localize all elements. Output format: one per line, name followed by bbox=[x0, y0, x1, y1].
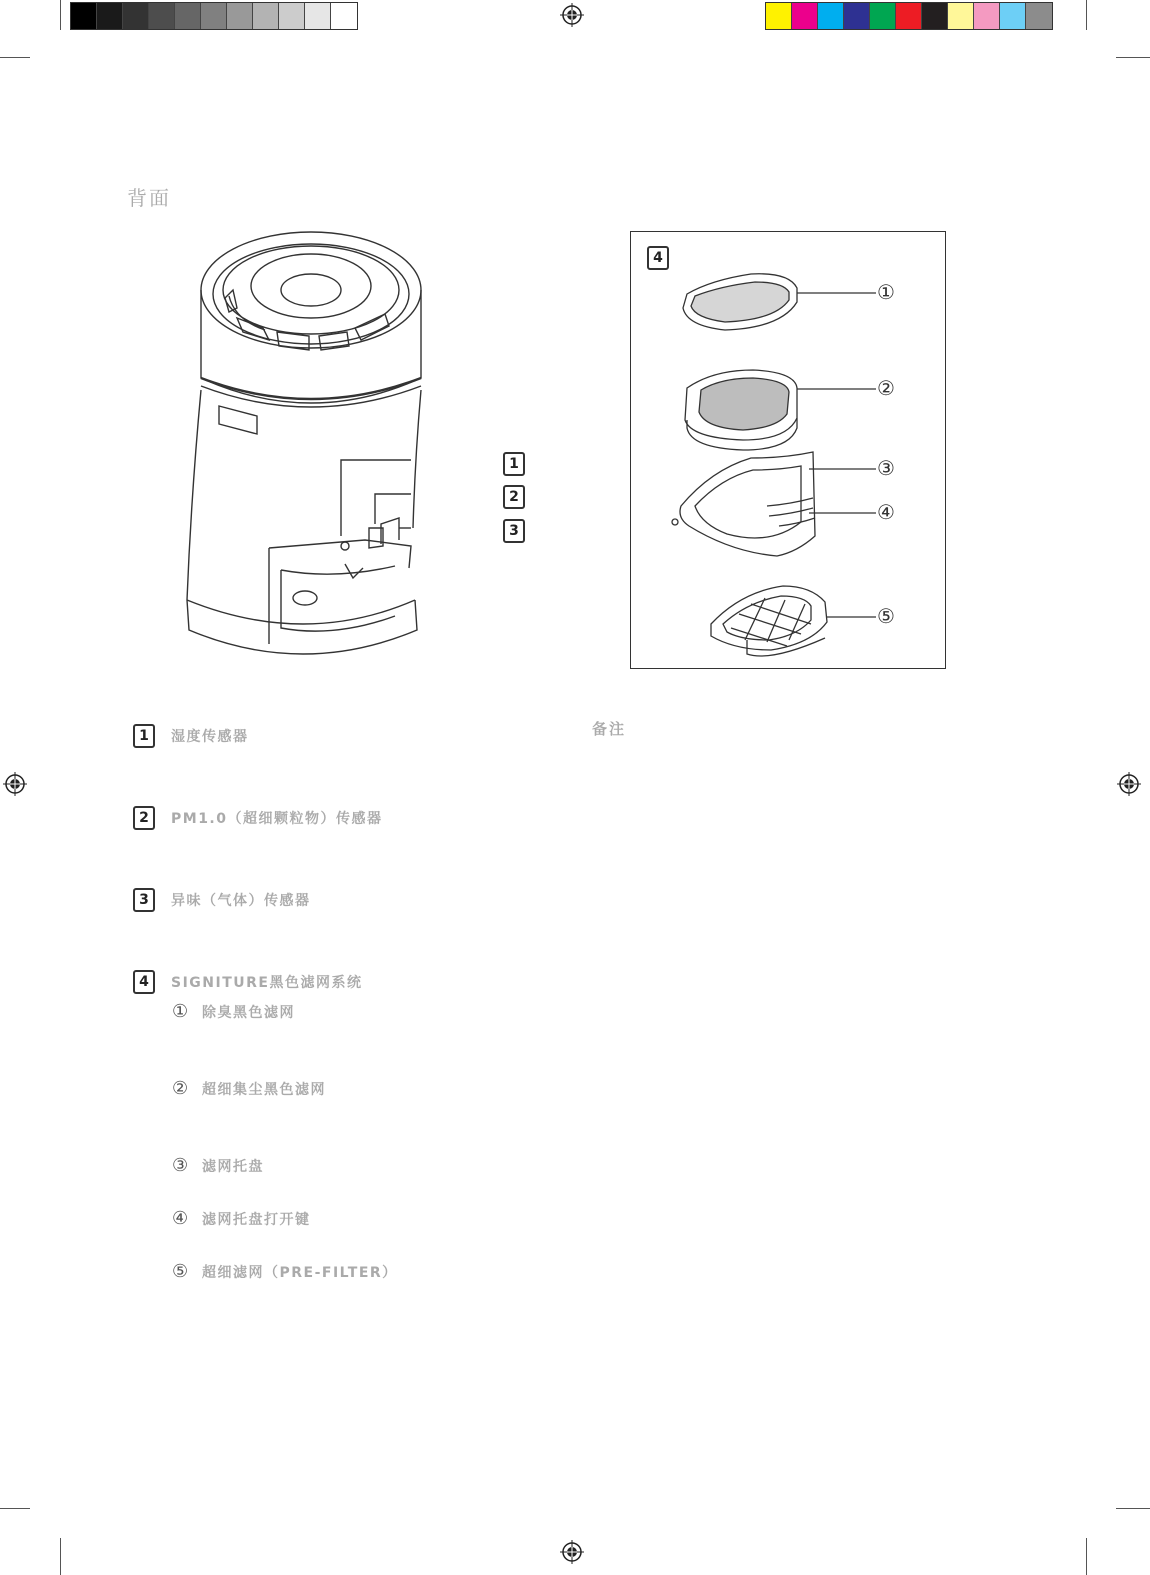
registration-target-icon bbox=[3, 772, 27, 796]
color-swatch bbox=[201, 3, 227, 29]
registration-target-icon bbox=[1117, 772, 1141, 796]
air-purifier-illustration bbox=[185, 228, 535, 678]
grayscale-color-bar bbox=[70, 2, 358, 30]
legend-item-odor bbox=[133, 888, 311, 912]
color-swatch bbox=[331, 3, 357, 29]
leader-lines bbox=[631, 232, 947, 670]
sub-item-number: ④ bbox=[172, 1208, 189, 1229]
panel-callout-3: ③ bbox=[877, 456, 895, 480]
color-swatch bbox=[766, 3, 792, 29]
filter-system-panel bbox=[630, 231, 946, 669]
color-swatch bbox=[844, 3, 870, 29]
sub-item-tray-release-button bbox=[172, 1208, 311, 1229]
callout-badge: 2 bbox=[503, 485, 525, 509]
sub-item-number: ② bbox=[172, 1078, 189, 1099]
color-swatch bbox=[1026, 3, 1052, 29]
panel-callout-1: ① bbox=[877, 280, 895, 304]
color-swatch bbox=[279, 3, 305, 29]
note-heading: 备注 bbox=[592, 720, 627, 738]
color-swatch bbox=[896, 3, 922, 29]
legend-badge: 2 bbox=[133, 806, 155, 830]
crop-mark bbox=[0, 57, 30, 58]
sub-item-deodorizing-filter bbox=[172, 1001, 295, 1022]
device-callout-1 bbox=[503, 452, 525, 476]
color-swatch bbox=[305, 3, 331, 29]
color-swatch bbox=[948, 3, 974, 29]
sub-item-label: 除臭黑色滤网 bbox=[202, 1004, 295, 1021]
crop-mark bbox=[60, 1538, 61, 1575]
crop-mark bbox=[1116, 57, 1150, 58]
callout-badge: 1 bbox=[503, 452, 525, 476]
legend-item-humidity bbox=[133, 724, 249, 748]
sub-item-label: 超细集尘黑色滤网 bbox=[202, 1081, 326, 1098]
sub-item-dust-filter bbox=[172, 1078, 326, 1099]
legend-label: 湿度传感器 bbox=[171, 729, 249, 745]
legend-label: SIGNITURE黑色滤网系统 bbox=[171, 975, 363, 991]
color-swatch bbox=[149, 3, 175, 29]
sub-item-number: ① bbox=[172, 1001, 189, 1022]
crop-mark bbox=[1116, 1508, 1150, 1509]
legend-badge: 1 bbox=[133, 724, 155, 748]
color-swatch bbox=[175, 3, 201, 29]
legend-badge: 4 bbox=[133, 970, 155, 994]
device-callout-3 bbox=[503, 519, 525, 543]
crop-mark bbox=[60, 0, 61, 30]
color-swatch bbox=[123, 3, 149, 29]
process-color-bar bbox=[765, 2, 1053, 30]
sub-item-filter-tray bbox=[172, 1155, 264, 1176]
color-swatch bbox=[253, 3, 279, 29]
panel-callout-2: ② bbox=[877, 376, 895, 400]
panel-badge: 4 bbox=[647, 246, 669, 270]
crop-mark bbox=[1086, 1538, 1087, 1575]
legend-badge: 3 bbox=[133, 888, 155, 912]
color-swatch bbox=[97, 3, 123, 29]
sub-item-number: ③ bbox=[172, 1155, 189, 1176]
color-swatch bbox=[792, 3, 818, 29]
color-swatch bbox=[974, 3, 1000, 29]
legend-label: 异味（气体）传感器 bbox=[171, 893, 311, 909]
legend-item-filter-system bbox=[133, 970, 362, 994]
color-swatch bbox=[71, 3, 97, 29]
color-swatch bbox=[870, 3, 896, 29]
sub-item-number: ⑤ bbox=[172, 1261, 189, 1282]
legend-item-pm10 bbox=[133, 806, 383, 830]
panel-callout-5: ⑤ bbox=[877, 604, 895, 628]
crop-mark bbox=[1086, 0, 1087, 30]
legend-label: PM1.0（超细颗粒物）传感器 bbox=[171, 811, 383, 827]
panel-callout-4: ④ bbox=[877, 500, 895, 524]
sub-item-label: 滤网托盘打开键 bbox=[202, 1211, 311, 1228]
color-swatch bbox=[1000, 3, 1026, 29]
sub-item-label: 滤网托盘 bbox=[202, 1158, 264, 1175]
device-callout-2 bbox=[503, 485, 525, 509]
color-swatch bbox=[227, 3, 253, 29]
crop-mark bbox=[0, 1508, 30, 1509]
callout-badge: 3 bbox=[503, 519, 525, 543]
section-title: 背面 bbox=[127, 186, 171, 210]
sub-item-pre-filter bbox=[172, 1261, 398, 1282]
registration-target-icon bbox=[560, 3, 584, 27]
color-swatch bbox=[922, 3, 948, 29]
registration-target-icon bbox=[560, 1540, 584, 1564]
sub-item-label: 超细滤网（PRE-FILTER） bbox=[202, 1264, 398, 1281]
color-swatch bbox=[818, 3, 844, 29]
